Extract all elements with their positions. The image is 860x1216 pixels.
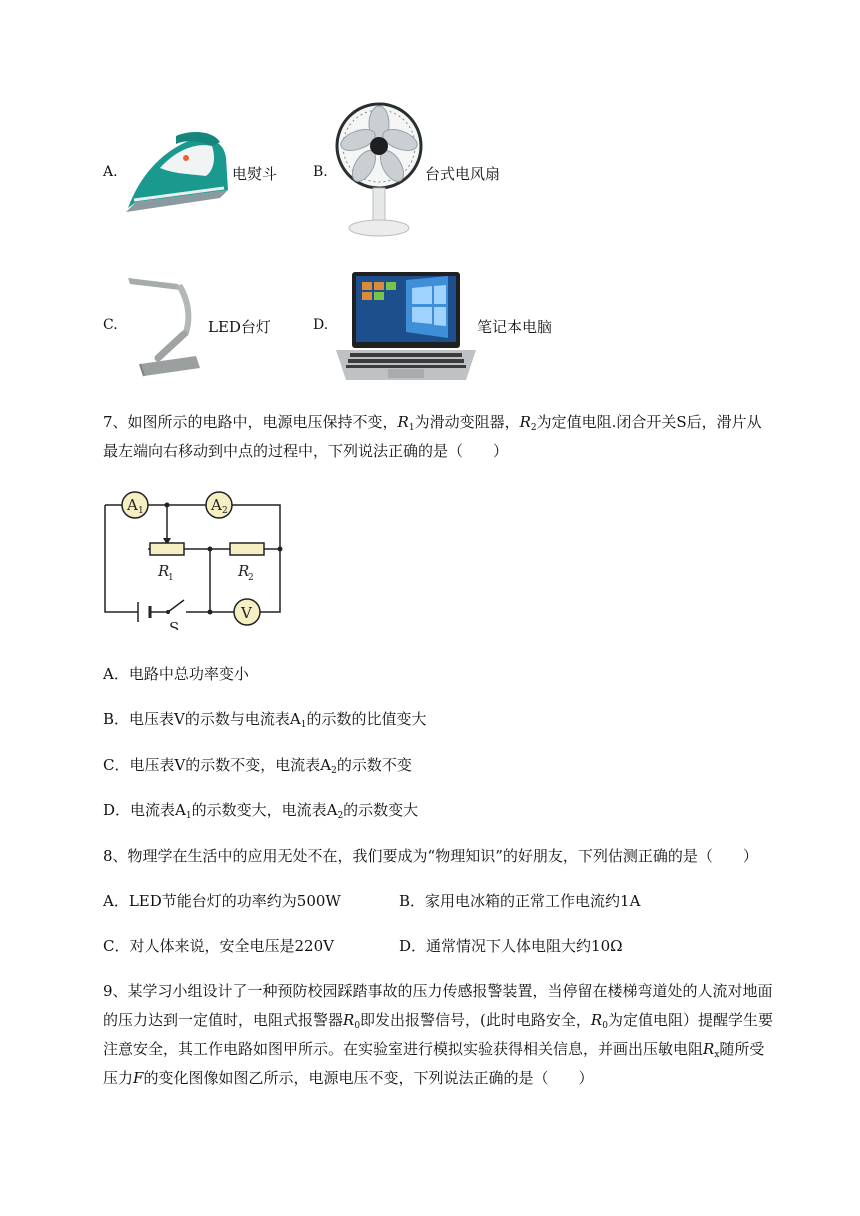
q8-option-b: B．家用电冰箱的正常工作电流约1A	[399, 892, 641, 910]
iron-icon	[120, 128, 232, 220]
svg-text:1: 1	[138, 506, 144, 516]
q7-option-c: C．电压表V的示数不变，电流表$A_2$的示数不变	[103, 756, 412, 776]
svg-text:V: V	[241, 604, 252, 622]
svg-text:2: 2	[248, 573, 254, 583]
q9-stem-line1: 9、某学习小组设计了一种预防校园踩踏事故的压力传感报警装置，当停留在楼梯弯道处的人流对地面	[103, 982, 773, 1000]
q7-stem-line2: 最左端向右移动到中点的过程中，下列说法正确的是（ ）	[103, 442, 509, 460]
option-d-label: 笔记本电脑	[477, 318, 553, 336]
r1-resistor	[150, 543, 184, 555]
q9-stem-line3: 注意安全，其工作电路如图甲所示。在实验室进行模拟实验获得相关信息，并画出压敏电阻$R_x$随所受	[103, 1040, 765, 1060]
q8-option-d: D．通常情况下人体电阻大约10Ω	[399, 937, 623, 955]
q9-stem-line4: 压力F的变化图像如图乙所示，电源电压不变，下列说法正确的是（ ）	[103, 1069, 594, 1087]
fan-icon	[334, 100, 424, 238]
option-c-label: LED台灯	[208, 318, 271, 336]
svg-text:2: 2	[222, 506, 228, 516]
option-b-label: 台式电风扇	[425, 165, 501, 183]
r2-resistor	[230, 543, 264, 555]
option-d-letter: D.	[313, 317, 329, 333]
option-b-letter: B.	[313, 164, 328, 180]
svg-text:A: A	[211, 496, 222, 514]
q7-option-d: D．电流表$A_1$的示数变大，电流表$A_2$的示数变大	[103, 801, 419, 821]
option-a-label: 电熨斗	[232, 165, 278, 183]
q8-stem: 8、物理学在生活中的应用无处不在，我们要成为“物理知识”的好朋友，下列估测正确的是（ ）	[103, 847, 758, 865]
option-c-letter: C.	[103, 317, 118, 333]
svg-text:R: R	[238, 562, 250, 580]
svg-text:1: 1	[168, 573, 174, 583]
circuit-diagram	[100, 488, 290, 630]
option-a-letter: A.	[103, 164, 118, 180]
laptop-icon	[336, 270, 476, 382]
q7-option-a: A．电路中总功率变小	[103, 665, 249, 683]
q7-option-b: B．电压表V的示数与电流表$A_1$的示数的比值变大	[103, 710, 427, 730]
svg-text:S: S	[169, 619, 180, 630]
desk-lamp-icon	[124, 272, 204, 378]
svg-text:R: R	[158, 562, 170, 580]
q8-option-c: C．对人体来说，安全电压是220V	[103, 937, 334, 955]
q7-stem-line1: 7、如图所示的电路中，电源电压保持不变，$R_1$为滑动变阻器，$R_2$为定值电阻.闭合开关S后，滑片从	[103, 413, 762, 433]
q8-option-a: A．LED节能台灯的功率约为500W	[103, 892, 341, 910]
q9-stem-line2: 的压力达到一定值时，电阻式报警器$R_0$即发出报警信号，(此时电路安全，$R_0$为定值电阻）提醒学生要	[103, 1011, 773, 1031]
svg-text:A: A	[127, 496, 138, 514]
